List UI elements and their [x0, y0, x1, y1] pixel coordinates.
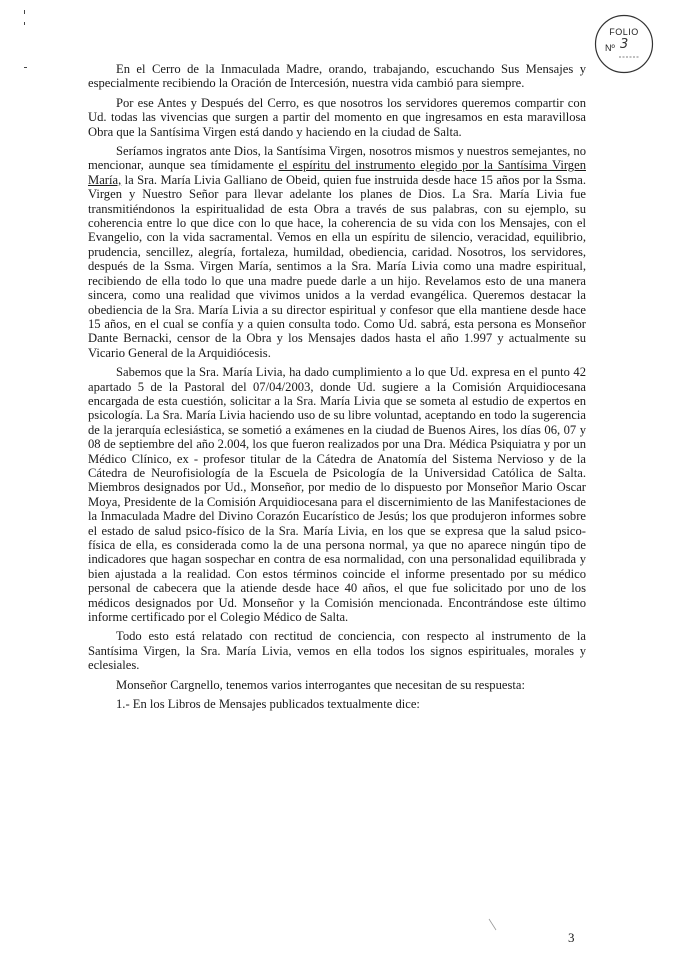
list-item: 1.- En los Libros de Mensajes publicados textualmente dice: — [116, 697, 420, 712]
paragraph: Por ese Antes y Después del Cerro, es que nosotros los servidores queremos compartir con Ud. todas las vivencias que surgen a partir del momento en que ingresamos en esta maravillosa Obra que la Santísima Virgen está dando y haciendo en la ciudad de Salta. — [88, 95, 586, 139]
stray-mark-icon — [488, 918, 498, 932]
scan-mark — [24, 10, 25, 14]
letter-body — [88, 62, 586, 716]
scan-mark — [24, 22, 25, 25]
paragraph: Sabemos que la Sra. María Livia, ha dado cumplimiento a lo que Ud. expresa en el punto 42 apartado 5 de la Pastoral del 07/04/2003, donde Ud. sugiere a la Comisión Arquidiocesana encargada de esta cuestión, solicitar a la Sra. María Livia que se someta al estudio de expertos en psicología. La Sra. María Livia haciendo uso de su libre voluntad, aceptando en todo la sugerencia de la jerarquía eclesiástica, se sometió a exámenes en la ciudad de Buenos Aires, los días 06, 07 y 08 de septiembre del año 2.004, los que fueron realizados por una Dra. Médica Psiquiatra y por un Médico Clínico, ex - profesor titular de la Cátedra de Anatomía del Sistema Nervioso y de la Cátedra de Neurofisiología de la Escuela de Psicología de la Universidad Católica de Salta. Miembros designados por Ud., Monseñor, por medio de lo dispuesto por Monseñor Mario Oscar Moya, Presidente de la Comisión Arquidiocesana para el discernimiento de las Manifestaciones de la Inmaculada Madre del Divino Corazón Eucarístico de Jesús; los que produjeron informes sobre el estado de salud psico-físico de la Sra. María Livia, en los que se expresa que la salud psico-física de ella, es considerada como la de una persona normal, ya que no aparece ningún tipo de indicadores que hagan sospechar en contra de esa normalidad, con una personalidad equilibrada y bien ajustada a la realidad. Con estos términos coincide el informe presentado por su médico personal de cabecera que la atiende desde hace 40 años, el que fue solicitado por uno de los médicos designados por Ud. Monseñor y la Comisión mencionada. Encontrándose este último informe certificado por el Colegio Médico de Salta. — [88, 365, 586, 625]
stamp-label: FOLIO — [609, 27, 639, 37]
paragraph: En el Cerro de la Inmaculada Madre, orando, trabajando, escuchando Sus Mensajes y especialmente recibiendo la Oración de Intercesión, nuestra vida cambió para siempre. — [88, 62, 586, 91]
stamp-number: 3 — [620, 37, 629, 52]
paragraph-text: la Sra. María Livia Galliano de Obeid, quien fue instruida desde hace 15 años por la Ssma. Virgen y Nuestro Señor para llevar adelante los planes de Dios. La Sra. María Livia fue transmitiéndonos la espiritualidad de esta Obra a través de sus palabras, con su ejemplo, su coherencia entre lo que dice con lo que hace, la coherencia de su vida con los Mensajes, con el Evangelio, con la vida sacramental. Vemos en ella un espíritu de silencio, veracidad, equilibrio, prudencia, sencillez, alegría, fortaleza, humildad, obediencia, caridad. Nosotros, los servidores, después de la Ssma. Virgen María, sentimos a la Sra. María Livia como una madre espiritual, recibiendo de ella todo lo que una madre puede darle a un hijo. Revelamos esto de una manera sincera, como una realidad que vivimos unidos a la verdad evangélica. Queremos destacar la obediencia de la Sra. María Livia a su director espiritual y confesor que ella mantiene desde hace 15 años, en el cual se confía y a quien consulta todo. Como Ud. sabrá, esta persona es Monseñor Dante Bernacki, censor de la Obra y los Mensajes dados hasta el año 1.997 y actualmente su Vicario General de la Arquidiócesis. — [88, 172, 586, 360]
scan-mark — [24, 67, 27, 68]
folio-stamp — [593, 13, 655, 75]
stamp-number-prefix: Nº — [605, 43, 615, 53]
paragraph: Todo esto está relatado con rectitud de conciencia, con respecto al instrumento de la Santísima Virgen, la Sra. María Livia, vemos en ella todos los signos espirituales, morales y eclesiales. — [88, 629, 586, 673]
paragraph: Monseñor Cargnello, tenemos varios interrogantes que necesitan de su respuesta: — [116, 677, 525, 692]
paragraph-text: Seríamos ingratos ante Dios, la Santísima Virgen, nosotros mismos y nuestros semejantes, no mencionar, aunque sea tímidamente — [88, 144, 586, 173]
page-number: 3 — [568, 930, 575, 945]
paragraph — [88, 144, 586, 360]
underlined-phrase: el espíritu del instrumento elegido por la Santísima Virgen María, — [88, 158, 586, 187]
